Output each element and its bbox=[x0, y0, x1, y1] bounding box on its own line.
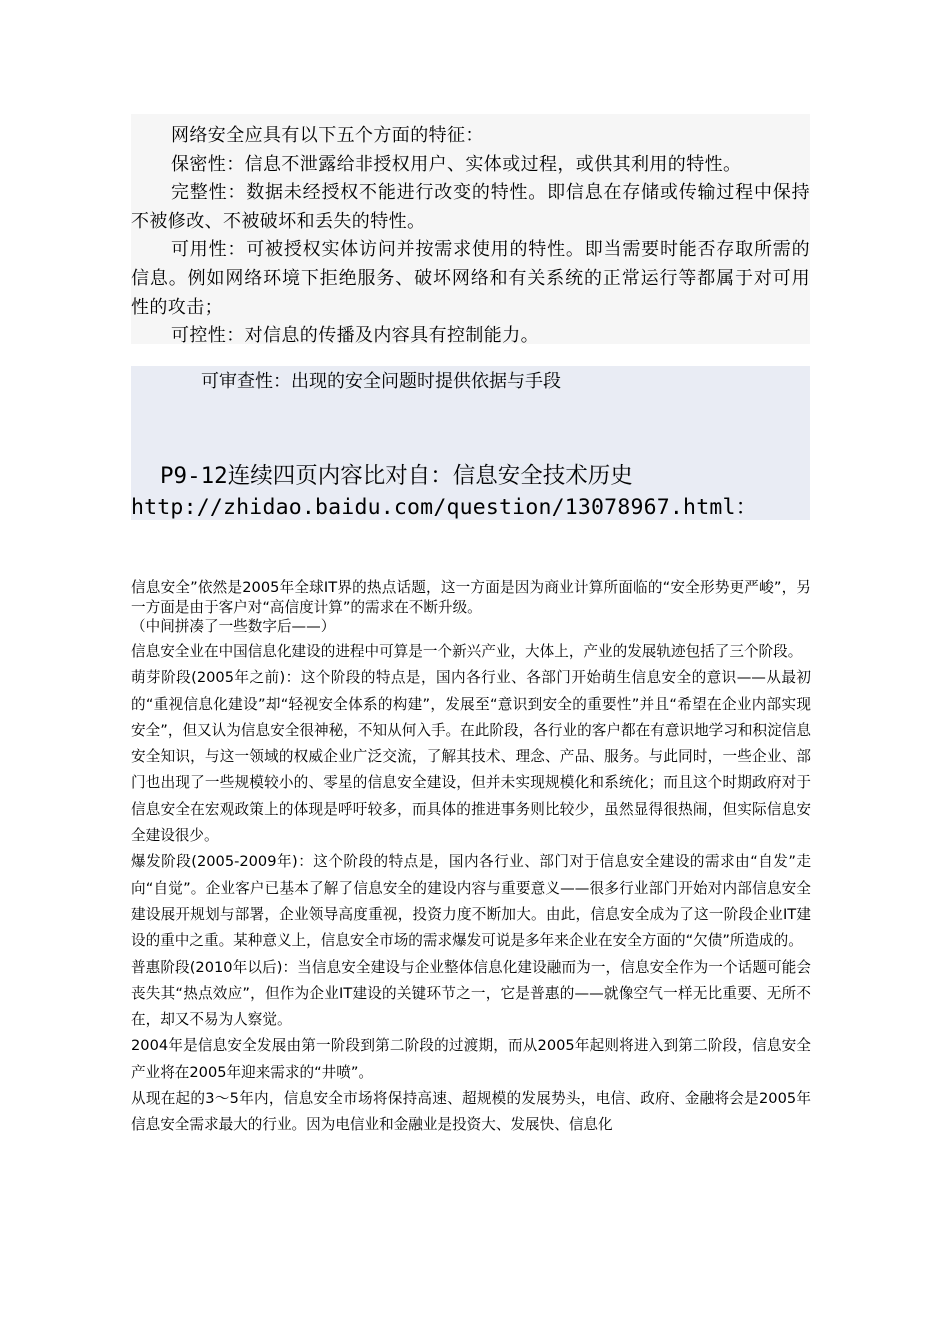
stage-outbreak-paragraph: 爆发阶段(2005-2009年)：这个阶段的特点是，国内各行业、部门对于信息安全建设的需求由“自发”走向“自觉”。企业客户已基本了解了信息安全的建设内容与重要意义——很多行业部门开始对内部信息安全建设展开规划与部署，企业领导高度重视，投资力度不断加大。由此，信息安全成为了这一阶段企业IT建设的重中之重。某种意义上，信息安全市场的需求爆发可说是多年来企业在安全方面的“欠债”所造成的。 bbox=[131, 853, 811, 950]
stage-sprouting-paragraph: 萌芽阶段(2005年之前)：这个阶段的特点是，国内各行业、各部门开始萌生信息安全的意识——从最初的“重视信息化建设”却“轻视安全体系的构建”，发展至“意识到安全的重要性”并且“希望在企业内部实现安全”，但又认为信息安全很神秘，不知从何入手。在此阶段，各行业的客户都在有意识地学习和积淀信息安全知识，与这一领域的权威企业广泛交流，了解其技术、理念、产品、服务。与此同时，一些企业、部门也出现了一些规模较小的、零星的信息安全建设，但并未实现规模化和系统化；而且这个时期政府对于信息安全在宏观政策上的体现是呼吁较多，而具体的推进事务则比较少，虽然显得很热闹，但实际信息安全建设很少。 bbox=[131, 669, 811, 845]
history-article bbox=[131, 578, 811, 1139]
source-reference-block bbox=[131, 366, 810, 520]
article-paragraph-1: 信息安全”依然是2005年全球IT界的热点话题，这一方面是因为商业计算所面临的“安全形势更严峻”，另一方面是由于客户对“高信度计算”的需求在不断升级。 bbox=[131, 579, 811, 616]
integrity-text: 完整性：数据未经授权不能进行改变的特性。即信息在存储或传输过程中保持不被修改、不被破坏和丢失的特性。 bbox=[131, 182, 810, 232]
availability-text: 可用性：可被授权实体访问并按需求使用的特性。即当需要时能否存取所需的信息。例如网络环境下拒绝服务、破坏网络和有关系统的正常运行等都属于对可用性的攻击； bbox=[131, 239, 810, 318]
controllability-text: 可控性：对信息的传播及内容具有控制能力。 bbox=[171, 325, 539, 347]
market-outlook-paragraph: 从现在起的3～5年内，信息安全市场将保持高速、超规模的发展势头，电信、政府、金融将会是2005年信息安全需求最大的行业。因为电信业和金融业是投资大、发展快、信息化 bbox=[131, 1090, 811, 1134]
confidentiality-text: 保密性：信息不泄露给非授权用户、实体或过程，或供其利用的特性。 bbox=[171, 153, 742, 175]
source-title: P9-12连续四页内容比对自：信息安全技术历史 bbox=[160, 463, 633, 489]
transition-paragraph: 2004年是信息安全发展由第一阶段到第二阶段的过渡期，而从2005年起则将进入到第二阶段，信息安全产业将在2005年迎来需求的“井喷”。 bbox=[131, 1037, 811, 1081]
security-features-block bbox=[131, 114, 810, 347]
stage-universal-paragraph: 普惠阶段(2010年以后)：当信息安全建设与企业整体信息化建设融而为一，信息安全作为一个话题可能会丧失其“热点效应”，但作为企业IT建设的关键环节之一，它是普惠的——就像空气一样无比重要、无所不在，却又不易为人察觉。 bbox=[131, 958, 811, 1029]
features-intro: 网络安全应具有以下五个方面的特征： bbox=[171, 125, 484, 146]
source-url[interactable]: http://zhidao.baidu.com/question/13078967.html： bbox=[131, 495, 758, 520]
article-paragraph-2: 信息安全业在中国信息化建设的进程中可算是一个新兴产业，大体上，产业的发展轨迹包括了三个阶段。 bbox=[131, 643, 803, 660]
auditability-text: 可审查性：出现的安全问题时提供依据与手段 bbox=[201, 371, 561, 392]
editor-note: （中间拼凑了一些数字后——） bbox=[131, 618, 336, 635]
